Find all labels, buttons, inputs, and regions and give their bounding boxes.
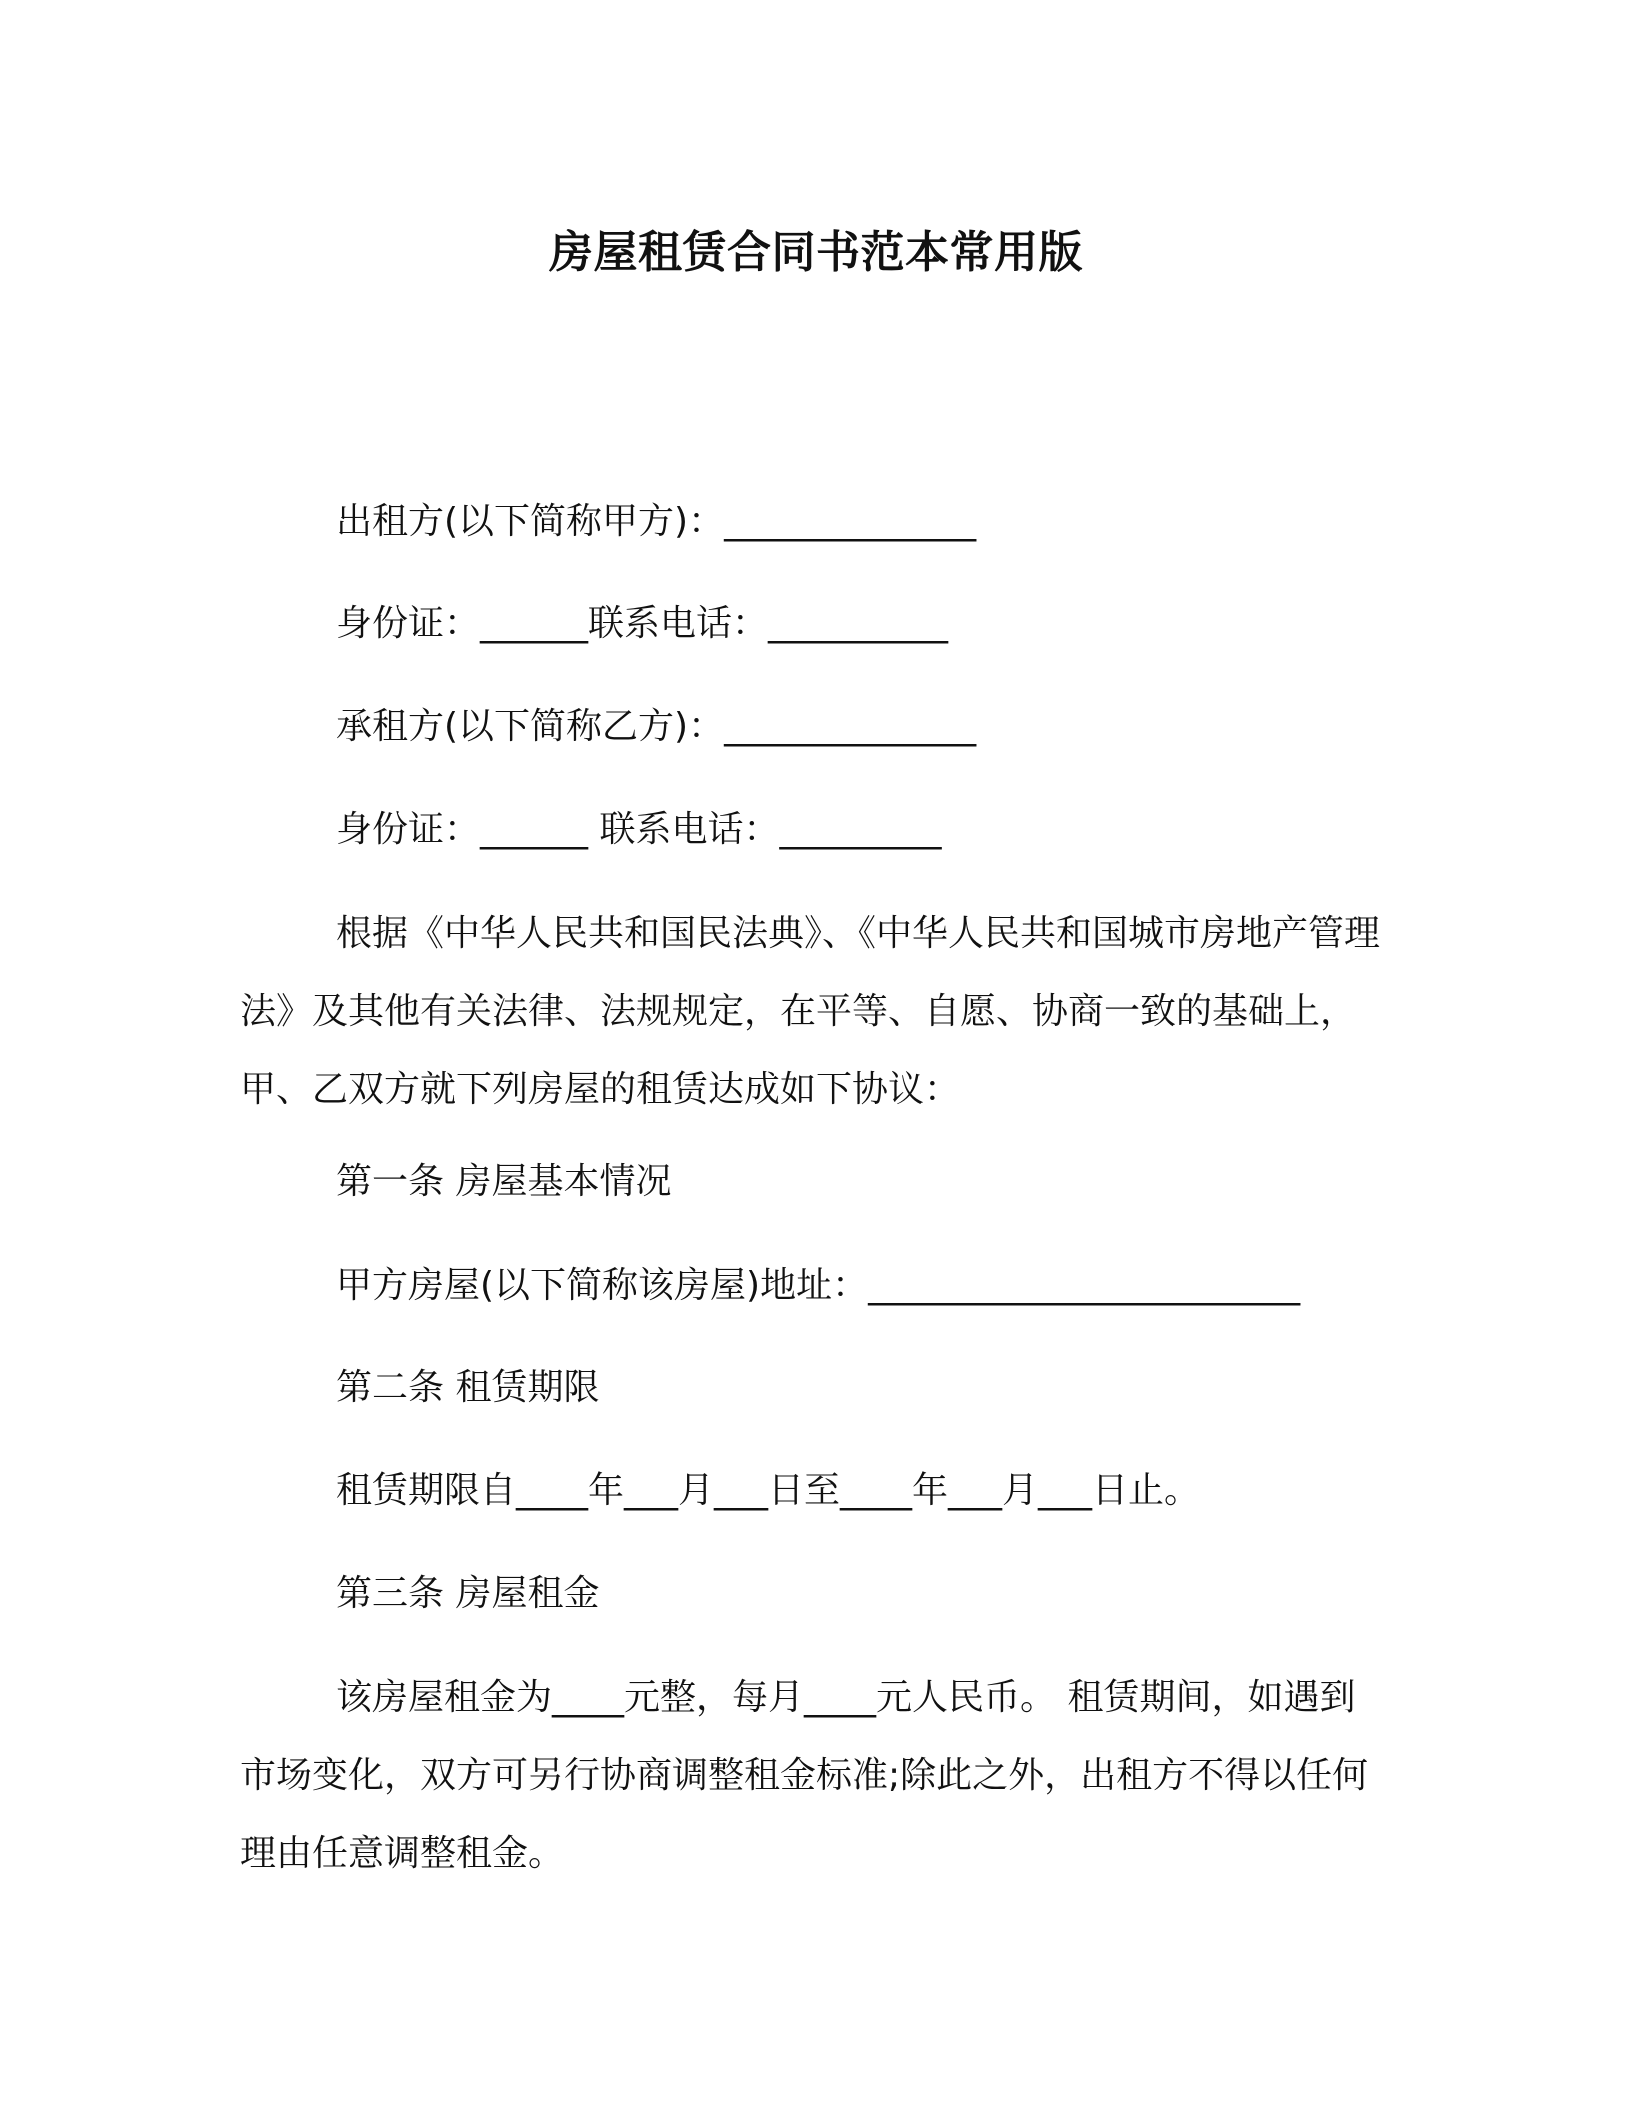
article1-address-line: 甲方房屋(以下简称该房屋)地址：________________________ — [336, 1265, 1301, 1306]
lessee-id-line: 身份证：______ 联系电话：_________ — [336, 809, 942, 850]
lessor-id-line: 身份证：______联系电话：__________ — [336, 603, 949, 644]
article3-heading: 第三条 房屋租金 — [336, 1573, 600, 1614]
article2-heading: 第二条 租赁期限 — [336, 1367, 600, 1408]
preamble-paragraph: 根据《中华人民共和国民法典》、《中华人民共和国城市房地产管理法》及其他有关法律、法规规定，在平等、自愿、协商一致的基础上，甲、乙双方就下列房屋的租赁达成如下协议： — [240, 913, 1381, 1110]
article1-heading: 第一条 房屋基本情况 — [336, 1161, 672, 1202]
article2-term-line: 租赁期限自____年___月___日至____年___月___日止。 — [336, 1470, 1201, 1511]
document-title: 房屋租赁合同书范本常用版 — [549, 227, 1083, 278]
article3-rent-paragraph: 该房屋租金为____元整，每月____元人民币。 租赁期间，如遇到市场变化，双方可另行协商调整租金标准;除此之外，出租方不得以任何理由任意调整租金。 — [240, 1677, 1369, 1874]
lessee-line: 承租方(以下简称乙方)：______________ — [336, 706, 977, 747]
lessor-line: 出租方(以下简称甲方)：______________ — [336, 501, 977, 542]
